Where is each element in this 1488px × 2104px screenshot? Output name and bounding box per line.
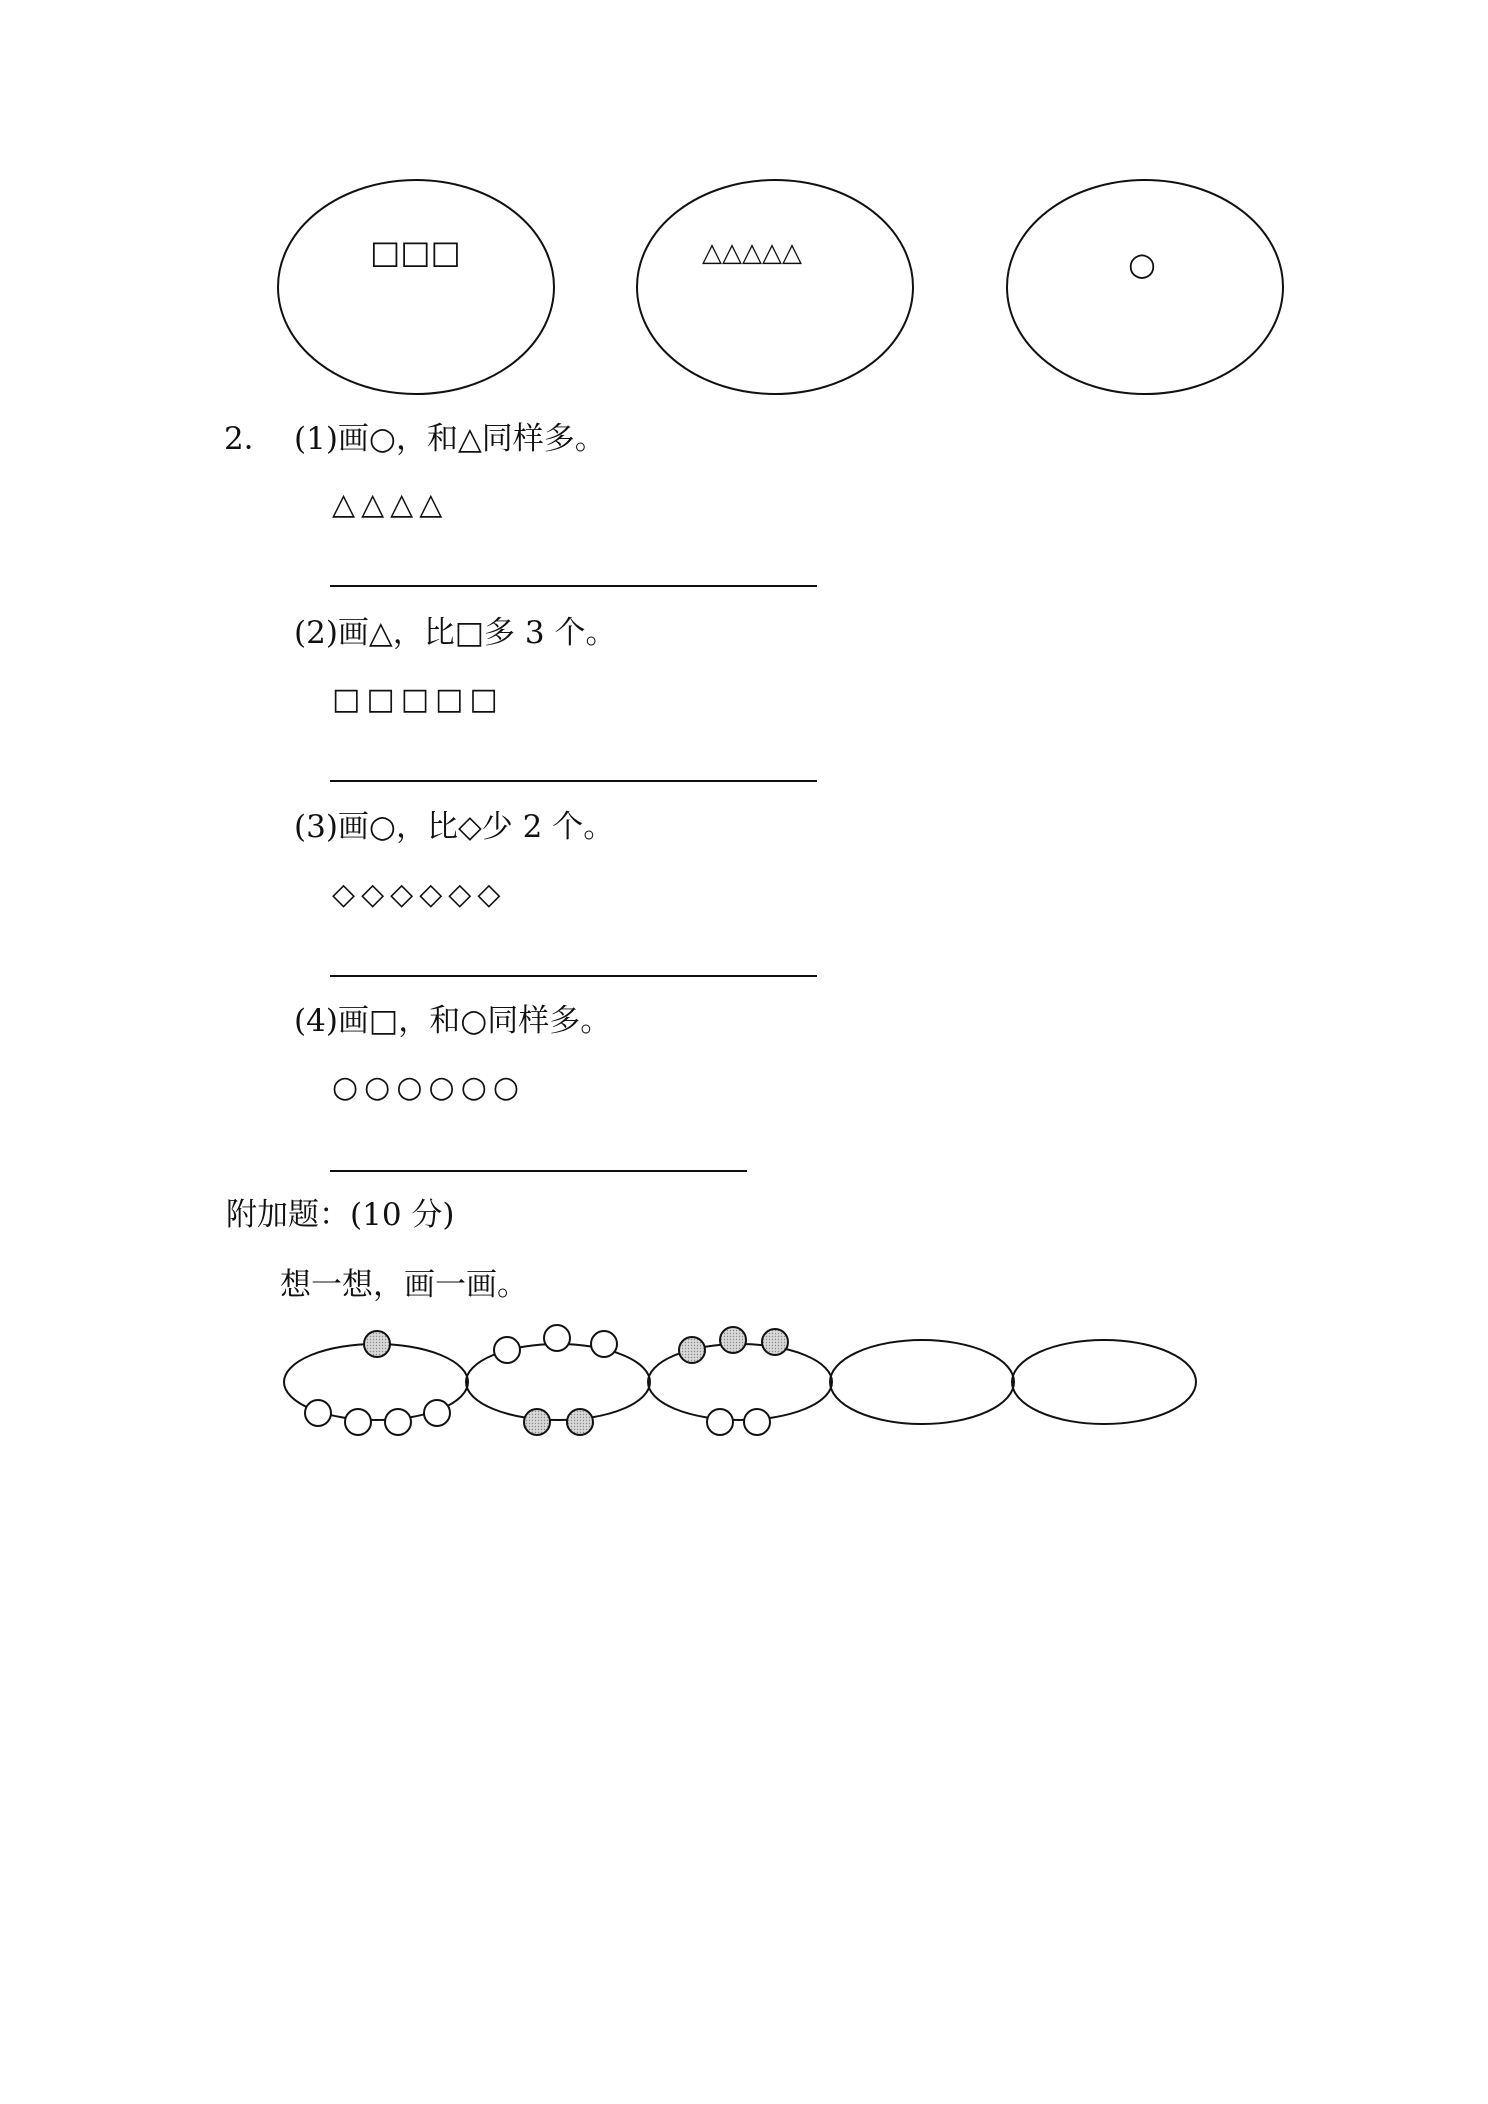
bead-white xyxy=(424,1400,450,1426)
bead-white xyxy=(345,1409,371,1435)
q2-item-3-prompt: (3)画○，比◇少 2 个。 xyxy=(294,809,615,845)
bead-white xyxy=(744,1409,770,1435)
oval-3-content: ○ xyxy=(1128,245,1156,283)
oval-2-content: △△△△△ xyxy=(702,238,802,268)
bonus-oval-3 xyxy=(648,1344,832,1420)
q2-item-2-shapes: □□□□□ xyxy=(332,682,504,717)
bonus-title: 附加题：(10 分) xyxy=(226,1197,455,1233)
bonus-oval-5-blank[interactable] xyxy=(1012,1340,1196,1424)
bead-white xyxy=(707,1409,733,1435)
bead-shaded xyxy=(762,1329,788,1355)
q2-item-4-prompt: (4)画□，和○同样多。 xyxy=(294,1003,612,1039)
q2-item-1-shapes: △△△△ xyxy=(332,487,449,522)
bead-white xyxy=(385,1409,411,1435)
bead-shaded xyxy=(364,1331,390,1357)
bead-shaded xyxy=(679,1337,705,1363)
q2-item-1-prompt: (1)画○，和△同样多。 xyxy=(294,421,606,457)
bead-white xyxy=(305,1400,331,1426)
bonus-instruction: 想一想，画一画。 xyxy=(280,1267,528,1303)
bead-white xyxy=(494,1337,520,1363)
q2-item-2-prompt: (2)画△，比□多 3 个。 xyxy=(294,615,617,651)
bead-shaded xyxy=(567,1409,593,1435)
bead-white xyxy=(544,1325,570,1351)
bonus-oval-4-blank[interactable] xyxy=(830,1340,1014,1424)
q2-item-3-shapes: ◇◇◇◇◇◇ xyxy=(332,877,507,912)
bonus-oval-2 xyxy=(466,1344,650,1420)
oval-1-content: □□□ xyxy=(370,233,461,271)
question-number: 2． xyxy=(224,421,275,457)
bead-shaded xyxy=(524,1409,550,1435)
bead-shaded xyxy=(720,1327,746,1353)
bead-white xyxy=(591,1331,617,1357)
q2-item-4-shapes: ○○○○○○ xyxy=(332,1070,526,1105)
